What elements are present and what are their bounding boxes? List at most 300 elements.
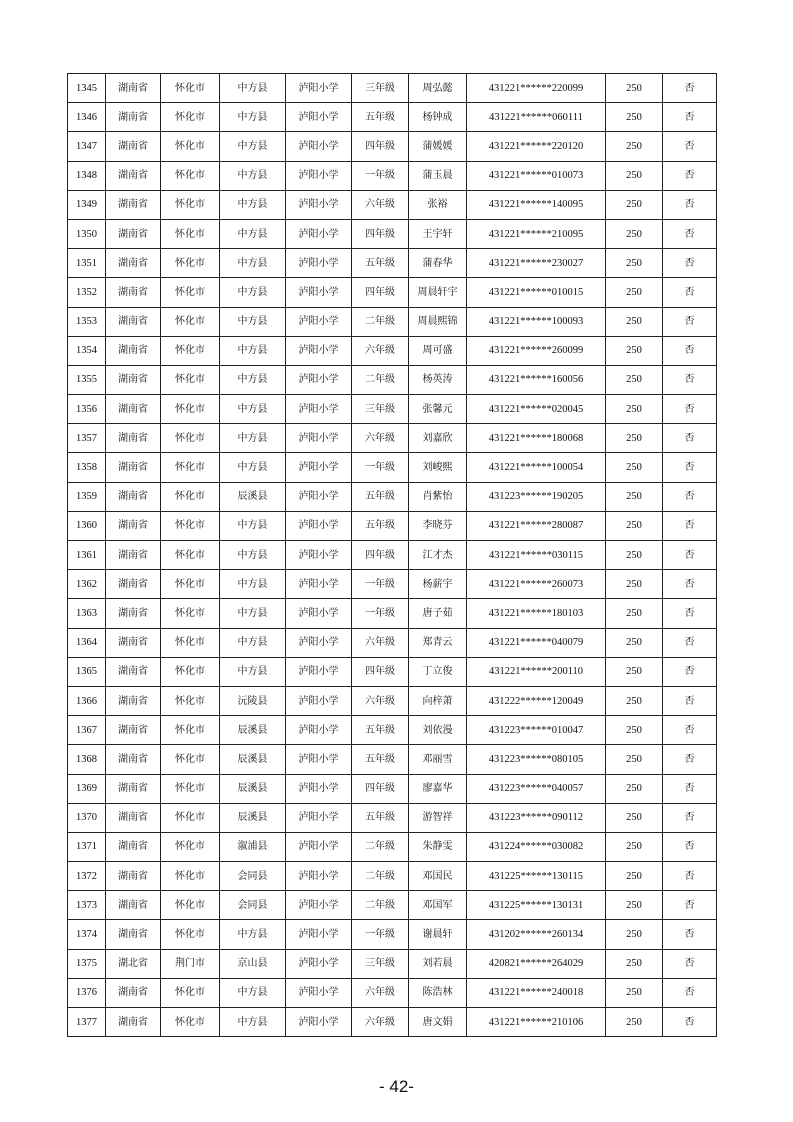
city-cell: 荆门市 — [161, 949, 220, 978]
id-number-cell: 431225******130131 — [467, 891, 606, 920]
table-row — [68, 832, 717, 861]
grade-cell: 六年级 — [352, 978, 409, 1007]
city-cell: 怀化市 — [161, 365, 220, 394]
id-number-cell: 431202******260134 — [467, 920, 606, 949]
id-number-cell: 431224******030082 — [467, 832, 606, 861]
student-name-cell: 周弘懿 — [409, 74, 467, 103]
student-name-cell: 丁立俊 — [409, 657, 467, 686]
province-cell: 湖南省 — [106, 424, 161, 453]
student-name-cell: 唐子茹 — [409, 599, 467, 628]
county-cell: 中方县 — [220, 424, 286, 453]
flag-cell: 否 — [663, 862, 717, 891]
province-cell: 湖南省 — [106, 891, 161, 920]
flag-cell: 否 — [663, 190, 717, 219]
county-cell: 中方县 — [220, 920, 286, 949]
flag-cell: 否 — [663, 395, 717, 424]
school-cell: 泸阳小学 — [286, 862, 352, 891]
table-row — [68, 132, 717, 161]
student-name-cell: 张裕 — [409, 190, 467, 219]
school-cell: 泸阳小学 — [286, 570, 352, 599]
student-name-cell: 刘嘉欣 — [409, 424, 467, 453]
province-cell: 湖南省 — [106, 190, 161, 219]
flag-cell: 否 — [663, 1008, 717, 1037]
table-row — [68, 482, 717, 511]
serial-number-cell: 1349 — [68, 190, 106, 219]
amount-cell: 250 — [606, 190, 663, 219]
grade-cell: 一年级 — [352, 161, 409, 190]
records-table — [67, 73, 717, 1037]
serial-number-cell: 1374 — [68, 920, 106, 949]
grade-cell: 二年级 — [352, 832, 409, 861]
amount-cell: 250 — [606, 978, 663, 1007]
student-name-cell: 蒲媛媛 — [409, 132, 467, 161]
student-name-cell: 邓丽雪 — [409, 745, 467, 774]
serial-number-cell: 1351 — [68, 249, 106, 278]
student-name-cell: 陈浩林 — [409, 978, 467, 1007]
serial-number-cell: 1366 — [68, 686, 106, 715]
grade-cell: 六年级 — [352, 424, 409, 453]
amount-cell: 250 — [606, 482, 663, 511]
city-cell: 怀化市 — [161, 511, 220, 540]
serial-number-cell: 1358 — [68, 453, 106, 482]
flag-cell: 否 — [663, 511, 717, 540]
table-row — [68, 891, 717, 920]
grade-cell: 四年级 — [352, 132, 409, 161]
serial-number-cell: 1373 — [68, 891, 106, 920]
grade-cell: 三年级 — [352, 395, 409, 424]
serial-number-cell: 1377 — [68, 1008, 106, 1037]
table-row — [68, 103, 717, 132]
province-cell: 湖南省 — [106, 219, 161, 248]
grade-cell: 一年级 — [352, 453, 409, 482]
table-row — [68, 978, 717, 1007]
grade-cell: 二年级 — [352, 891, 409, 920]
school-cell: 泸阳小学 — [286, 628, 352, 657]
amount-cell: 250 — [606, 453, 663, 482]
province-cell: 湖南省 — [106, 628, 161, 657]
id-number-cell: 431221******010073 — [467, 161, 606, 190]
id-number-cell: 431225******130115 — [467, 862, 606, 891]
id-number-cell: 431223******040057 — [467, 774, 606, 803]
school-cell: 泸阳小学 — [286, 541, 352, 570]
city-cell: 怀化市 — [161, 891, 220, 920]
county-cell: 中方县 — [220, 336, 286, 365]
flag-cell: 否 — [663, 103, 717, 132]
flag-cell: 否 — [663, 74, 717, 103]
province-cell: 湖南省 — [106, 453, 161, 482]
amount-cell: 250 — [606, 862, 663, 891]
school-cell: 泸阳小学 — [286, 249, 352, 278]
flag-cell: 否 — [663, 161, 717, 190]
city-cell: 怀化市 — [161, 774, 220, 803]
student-name-cell: 杨钟成 — [409, 103, 467, 132]
id-number-cell: 431221******220099 — [467, 74, 606, 103]
school-cell: 泸阳小学 — [286, 278, 352, 307]
student-name-cell: 朱静雯 — [409, 832, 467, 861]
serial-number-cell: 1367 — [68, 716, 106, 745]
amount-cell: 250 — [606, 891, 663, 920]
flag-cell: 否 — [663, 541, 717, 570]
province-cell: 湖南省 — [106, 1008, 161, 1037]
school-cell: 泸阳小学 — [286, 307, 352, 336]
student-name-cell: 刘依漫 — [409, 716, 467, 745]
grade-cell: 四年级 — [352, 541, 409, 570]
province-cell: 湖北省 — [106, 949, 161, 978]
id-number-cell: 431221******210106 — [467, 1008, 606, 1037]
table-row — [68, 424, 717, 453]
county-cell: 中方县 — [220, 190, 286, 219]
school-cell: 泸阳小学 — [286, 949, 352, 978]
school-cell: 泸阳小学 — [286, 599, 352, 628]
province-cell: 湖南省 — [106, 774, 161, 803]
city-cell: 怀化市 — [161, 307, 220, 336]
amount-cell: 250 — [606, 424, 663, 453]
city-cell: 怀化市 — [161, 541, 220, 570]
school-cell: 泸阳小学 — [286, 74, 352, 103]
table-row — [68, 511, 717, 540]
serial-number-cell: 1350 — [68, 219, 106, 248]
county-cell: 中方县 — [220, 161, 286, 190]
student-name-cell: 周可盛 — [409, 336, 467, 365]
student-name-cell: 邓国民 — [409, 862, 467, 891]
flag-cell: 否 — [663, 803, 717, 832]
county-cell: 会同县 — [220, 862, 286, 891]
student-name-cell: 蒲玉晨 — [409, 161, 467, 190]
student-name-cell: 肖紫怡 — [409, 482, 467, 511]
flag-cell: 否 — [663, 686, 717, 715]
grade-cell: 五年级 — [352, 249, 409, 278]
serial-number-cell: 1356 — [68, 395, 106, 424]
student-name-cell: 郑青云 — [409, 628, 467, 657]
flag-cell: 否 — [663, 132, 717, 161]
province-cell: 湖南省 — [106, 278, 161, 307]
amount-cell: 250 — [606, 1008, 663, 1037]
city-cell: 怀化市 — [161, 978, 220, 1007]
id-number-cell: 431221******160056 — [467, 365, 606, 394]
province-cell: 湖南省 — [106, 686, 161, 715]
grade-cell: 四年级 — [352, 774, 409, 803]
city-cell: 怀化市 — [161, 803, 220, 832]
flag-cell: 否 — [663, 249, 717, 278]
province-cell: 湖南省 — [106, 920, 161, 949]
amount-cell: 250 — [606, 628, 663, 657]
flag-cell: 否 — [663, 570, 717, 599]
city-cell: 怀化市 — [161, 599, 220, 628]
city-cell: 怀化市 — [161, 716, 220, 745]
table-row — [68, 307, 717, 336]
table-row — [68, 453, 717, 482]
serial-number-cell: 1360 — [68, 511, 106, 540]
grade-cell: 四年级 — [352, 657, 409, 686]
school-cell: 泸阳小学 — [286, 365, 352, 394]
school-cell: 泸阳小学 — [286, 424, 352, 453]
province-cell: 湖南省 — [106, 307, 161, 336]
page-number: - 42- — [379, 1077, 414, 1096]
id-number-cell: 431221******200110 — [467, 657, 606, 686]
amount-cell: 250 — [606, 219, 663, 248]
grade-cell: 一年级 — [352, 920, 409, 949]
table-row — [68, 657, 717, 686]
flag-cell: 否 — [663, 657, 717, 686]
id-number-cell: 431221******180103 — [467, 599, 606, 628]
student-name-cell: 周晨轩宇 — [409, 278, 467, 307]
student-name-cell: 李晓芬 — [409, 511, 467, 540]
amount-cell: 250 — [606, 716, 663, 745]
flag-cell: 否 — [663, 891, 717, 920]
county-cell: 中方县 — [220, 249, 286, 278]
flag-cell: 否 — [663, 716, 717, 745]
table-row — [68, 570, 717, 599]
county-cell: 辰溪县 — [220, 774, 286, 803]
province-cell: 湖南省 — [106, 249, 161, 278]
table-row — [68, 219, 717, 248]
county-cell: 中方县 — [220, 570, 286, 599]
table-body — [68, 74, 717, 1037]
flag-cell: 否 — [663, 920, 717, 949]
student-name-cell: 江才杰 — [409, 541, 467, 570]
serial-number-cell: 1362 — [68, 570, 106, 599]
province-cell: 湖南省 — [106, 395, 161, 424]
grade-cell: 二年级 — [352, 862, 409, 891]
flag-cell: 否 — [663, 219, 717, 248]
amount-cell: 250 — [606, 395, 663, 424]
amount-cell: 250 — [606, 161, 663, 190]
county-cell: 辰溪县 — [220, 716, 286, 745]
county-cell: 中方县 — [220, 453, 286, 482]
school-cell: 泸阳小学 — [286, 716, 352, 745]
school-cell: 泸阳小学 — [286, 132, 352, 161]
city-cell: 怀化市 — [161, 132, 220, 161]
id-number-cell: 431221******060111 — [467, 103, 606, 132]
county-cell: 中方县 — [220, 978, 286, 1007]
grade-cell: 二年级 — [352, 365, 409, 394]
province-cell: 湖南省 — [106, 599, 161, 628]
id-number-cell: 431221******020045 — [467, 395, 606, 424]
amount-cell: 250 — [606, 920, 663, 949]
school-cell: 泸阳小学 — [286, 336, 352, 365]
id-number-cell: 431222******120049 — [467, 686, 606, 715]
id-number-cell: 431221******180068 — [467, 424, 606, 453]
grade-cell: 六年级 — [352, 628, 409, 657]
city-cell: 怀化市 — [161, 628, 220, 657]
student-name-cell: 向梓萧 — [409, 686, 467, 715]
serial-number-cell: 1372 — [68, 862, 106, 891]
city-cell: 怀化市 — [161, 832, 220, 861]
amount-cell: 250 — [606, 686, 663, 715]
amount-cell: 250 — [606, 132, 663, 161]
serial-number-cell: 1345 — [68, 74, 106, 103]
id-number-cell: 431221******220120 — [467, 132, 606, 161]
table-row — [68, 161, 717, 190]
province-cell: 湖南省 — [106, 657, 161, 686]
grade-cell: 四年级 — [352, 219, 409, 248]
grade-cell: 五年级 — [352, 716, 409, 745]
county-cell: 中方县 — [220, 74, 286, 103]
amount-cell: 250 — [606, 249, 663, 278]
grade-cell: 三年级 — [352, 74, 409, 103]
county-cell: 中方县 — [220, 219, 286, 248]
province-cell: 湖南省 — [106, 832, 161, 861]
school-cell: 泸阳小学 — [286, 920, 352, 949]
county-cell: 溆浦县 — [220, 832, 286, 861]
table-row — [68, 1008, 717, 1037]
serial-number-cell: 1348 — [68, 161, 106, 190]
id-number-cell: 431223******090112 — [467, 803, 606, 832]
student-name-cell: 廖嘉华 — [409, 774, 467, 803]
city-cell: 怀化市 — [161, 570, 220, 599]
id-number-cell: 431221******260099 — [467, 336, 606, 365]
grade-cell: 一年级 — [352, 599, 409, 628]
flag-cell: 否 — [663, 832, 717, 861]
school-cell: 泸阳小学 — [286, 103, 352, 132]
amount-cell: 250 — [606, 307, 663, 336]
amount-cell: 250 — [606, 949, 663, 978]
county-cell: 辰溪县 — [220, 482, 286, 511]
city-cell: 怀化市 — [161, 249, 220, 278]
grade-cell: 四年级 — [352, 278, 409, 307]
amount-cell: 250 — [606, 365, 663, 394]
county-cell: 中方县 — [220, 1008, 286, 1037]
serial-number-cell: 1376 — [68, 978, 106, 1007]
amount-cell: 250 — [606, 803, 663, 832]
serial-number-cell: 1354 — [68, 336, 106, 365]
id-number-cell: 431221******010015 — [467, 278, 606, 307]
student-name-cell: 刘峻熙 — [409, 453, 467, 482]
table-row — [68, 599, 717, 628]
student-name-cell: 邓国军 — [409, 891, 467, 920]
flag-cell: 否 — [663, 482, 717, 511]
county-cell: 中方县 — [220, 103, 286, 132]
serial-number-cell: 1359 — [68, 482, 106, 511]
id-number-cell: 431221******100054 — [467, 453, 606, 482]
id-number-cell: 431221******260073 — [467, 570, 606, 599]
province-cell: 湖南省 — [106, 161, 161, 190]
table-row — [68, 628, 717, 657]
province-cell: 湖南省 — [106, 978, 161, 1007]
amount-cell: 250 — [606, 103, 663, 132]
table-row — [68, 803, 717, 832]
flag-cell: 否 — [663, 336, 717, 365]
amount-cell: 250 — [606, 657, 663, 686]
city-cell: 怀化市 — [161, 278, 220, 307]
grade-cell: 五年级 — [352, 103, 409, 132]
flag-cell: 否 — [663, 978, 717, 1007]
amount-cell: 250 — [606, 745, 663, 774]
id-number-cell: 431221******210095 — [467, 219, 606, 248]
table-row — [68, 862, 717, 891]
school-cell: 泸阳小学 — [286, 978, 352, 1007]
serial-number-cell: 1352 — [68, 278, 106, 307]
table-row — [68, 74, 717, 103]
province-cell: 湖南省 — [106, 716, 161, 745]
school-cell: 泸阳小学 — [286, 774, 352, 803]
serial-number-cell: 1375 — [68, 949, 106, 978]
province-cell: 湖南省 — [106, 74, 161, 103]
province-cell: 湖南省 — [106, 803, 161, 832]
serial-number-cell: 1370 — [68, 803, 106, 832]
province-cell: 湖南省 — [106, 103, 161, 132]
city-cell: 怀化市 — [161, 219, 220, 248]
grade-cell: 五年级 — [352, 482, 409, 511]
flag-cell: 否 — [663, 774, 717, 803]
county-cell: 中方县 — [220, 132, 286, 161]
school-cell: 泸阳小学 — [286, 511, 352, 540]
city-cell: 怀化市 — [161, 74, 220, 103]
city-cell: 怀化市 — [161, 190, 220, 219]
grade-cell: 二年级 — [352, 307, 409, 336]
province-cell: 湖南省 — [106, 541, 161, 570]
table-row — [68, 278, 717, 307]
grade-cell: 三年级 — [352, 949, 409, 978]
table-row — [68, 249, 717, 278]
table-row — [68, 949, 717, 978]
city-cell: 怀化市 — [161, 424, 220, 453]
table-row — [68, 745, 717, 774]
id-number-cell: 431221******230027 — [467, 249, 606, 278]
amount-cell: 250 — [606, 336, 663, 365]
province-cell: 湖南省 — [106, 745, 161, 774]
grade-cell: 六年级 — [352, 336, 409, 365]
table-row — [68, 716, 717, 745]
province-cell: 湖南省 — [106, 336, 161, 365]
student-name-cell: 杨薪宇 — [409, 570, 467, 599]
city-cell: 怀化市 — [161, 686, 220, 715]
serial-number-cell: 1355 — [68, 365, 106, 394]
school-cell: 泸阳小学 — [286, 482, 352, 511]
id-number-cell: 431223******010047 — [467, 716, 606, 745]
county-cell: 中方县 — [220, 599, 286, 628]
school-cell: 泸阳小学 — [286, 686, 352, 715]
school-cell: 泸阳小学 — [286, 1008, 352, 1037]
county-cell: 中方县 — [220, 657, 286, 686]
school-cell: 泸阳小学 — [286, 832, 352, 861]
county-cell: 中方县 — [220, 365, 286, 394]
serial-number-cell: 1353 — [68, 307, 106, 336]
id-number-cell: 431221******030115 — [467, 541, 606, 570]
amount-cell: 250 — [606, 570, 663, 599]
amount-cell: 250 — [606, 774, 663, 803]
province-cell: 湖南省 — [106, 132, 161, 161]
serial-number-cell: 1371 — [68, 832, 106, 861]
city-cell: 怀化市 — [161, 395, 220, 424]
county-cell: 中方县 — [220, 541, 286, 570]
student-name-cell: 张馨元 — [409, 395, 467, 424]
province-cell: 湖南省 — [106, 365, 161, 394]
id-number-cell: 420821******264029 — [467, 949, 606, 978]
school-cell: 泸阳小学 — [286, 161, 352, 190]
grade-cell: 六年级 — [352, 1008, 409, 1037]
flag-cell: 否 — [663, 424, 717, 453]
flag-cell: 否 — [663, 949, 717, 978]
flag-cell: 否 — [663, 599, 717, 628]
county-cell: 中方县 — [220, 628, 286, 657]
serial-number-cell: 1361 — [68, 541, 106, 570]
amount-cell: 250 — [606, 541, 663, 570]
grade-cell: 六年级 — [352, 686, 409, 715]
serial-number-cell: 1346 — [68, 103, 106, 132]
flag-cell: 否 — [663, 307, 717, 336]
student-name-cell: 杨英涛 — [409, 365, 467, 394]
id-number-cell: 431223******190205 — [467, 482, 606, 511]
table-row — [68, 541, 717, 570]
flag-cell: 否 — [663, 365, 717, 394]
school-cell: 泸阳小学 — [286, 453, 352, 482]
county-cell: 辰溪县 — [220, 745, 286, 774]
grade-cell: 五年级 — [352, 511, 409, 540]
serial-number-cell: 1364 — [68, 628, 106, 657]
amount-cell: 250 — [606, 599, 663, 628]
city-cell: 怀化市 — [161, 657, 220, 686]
